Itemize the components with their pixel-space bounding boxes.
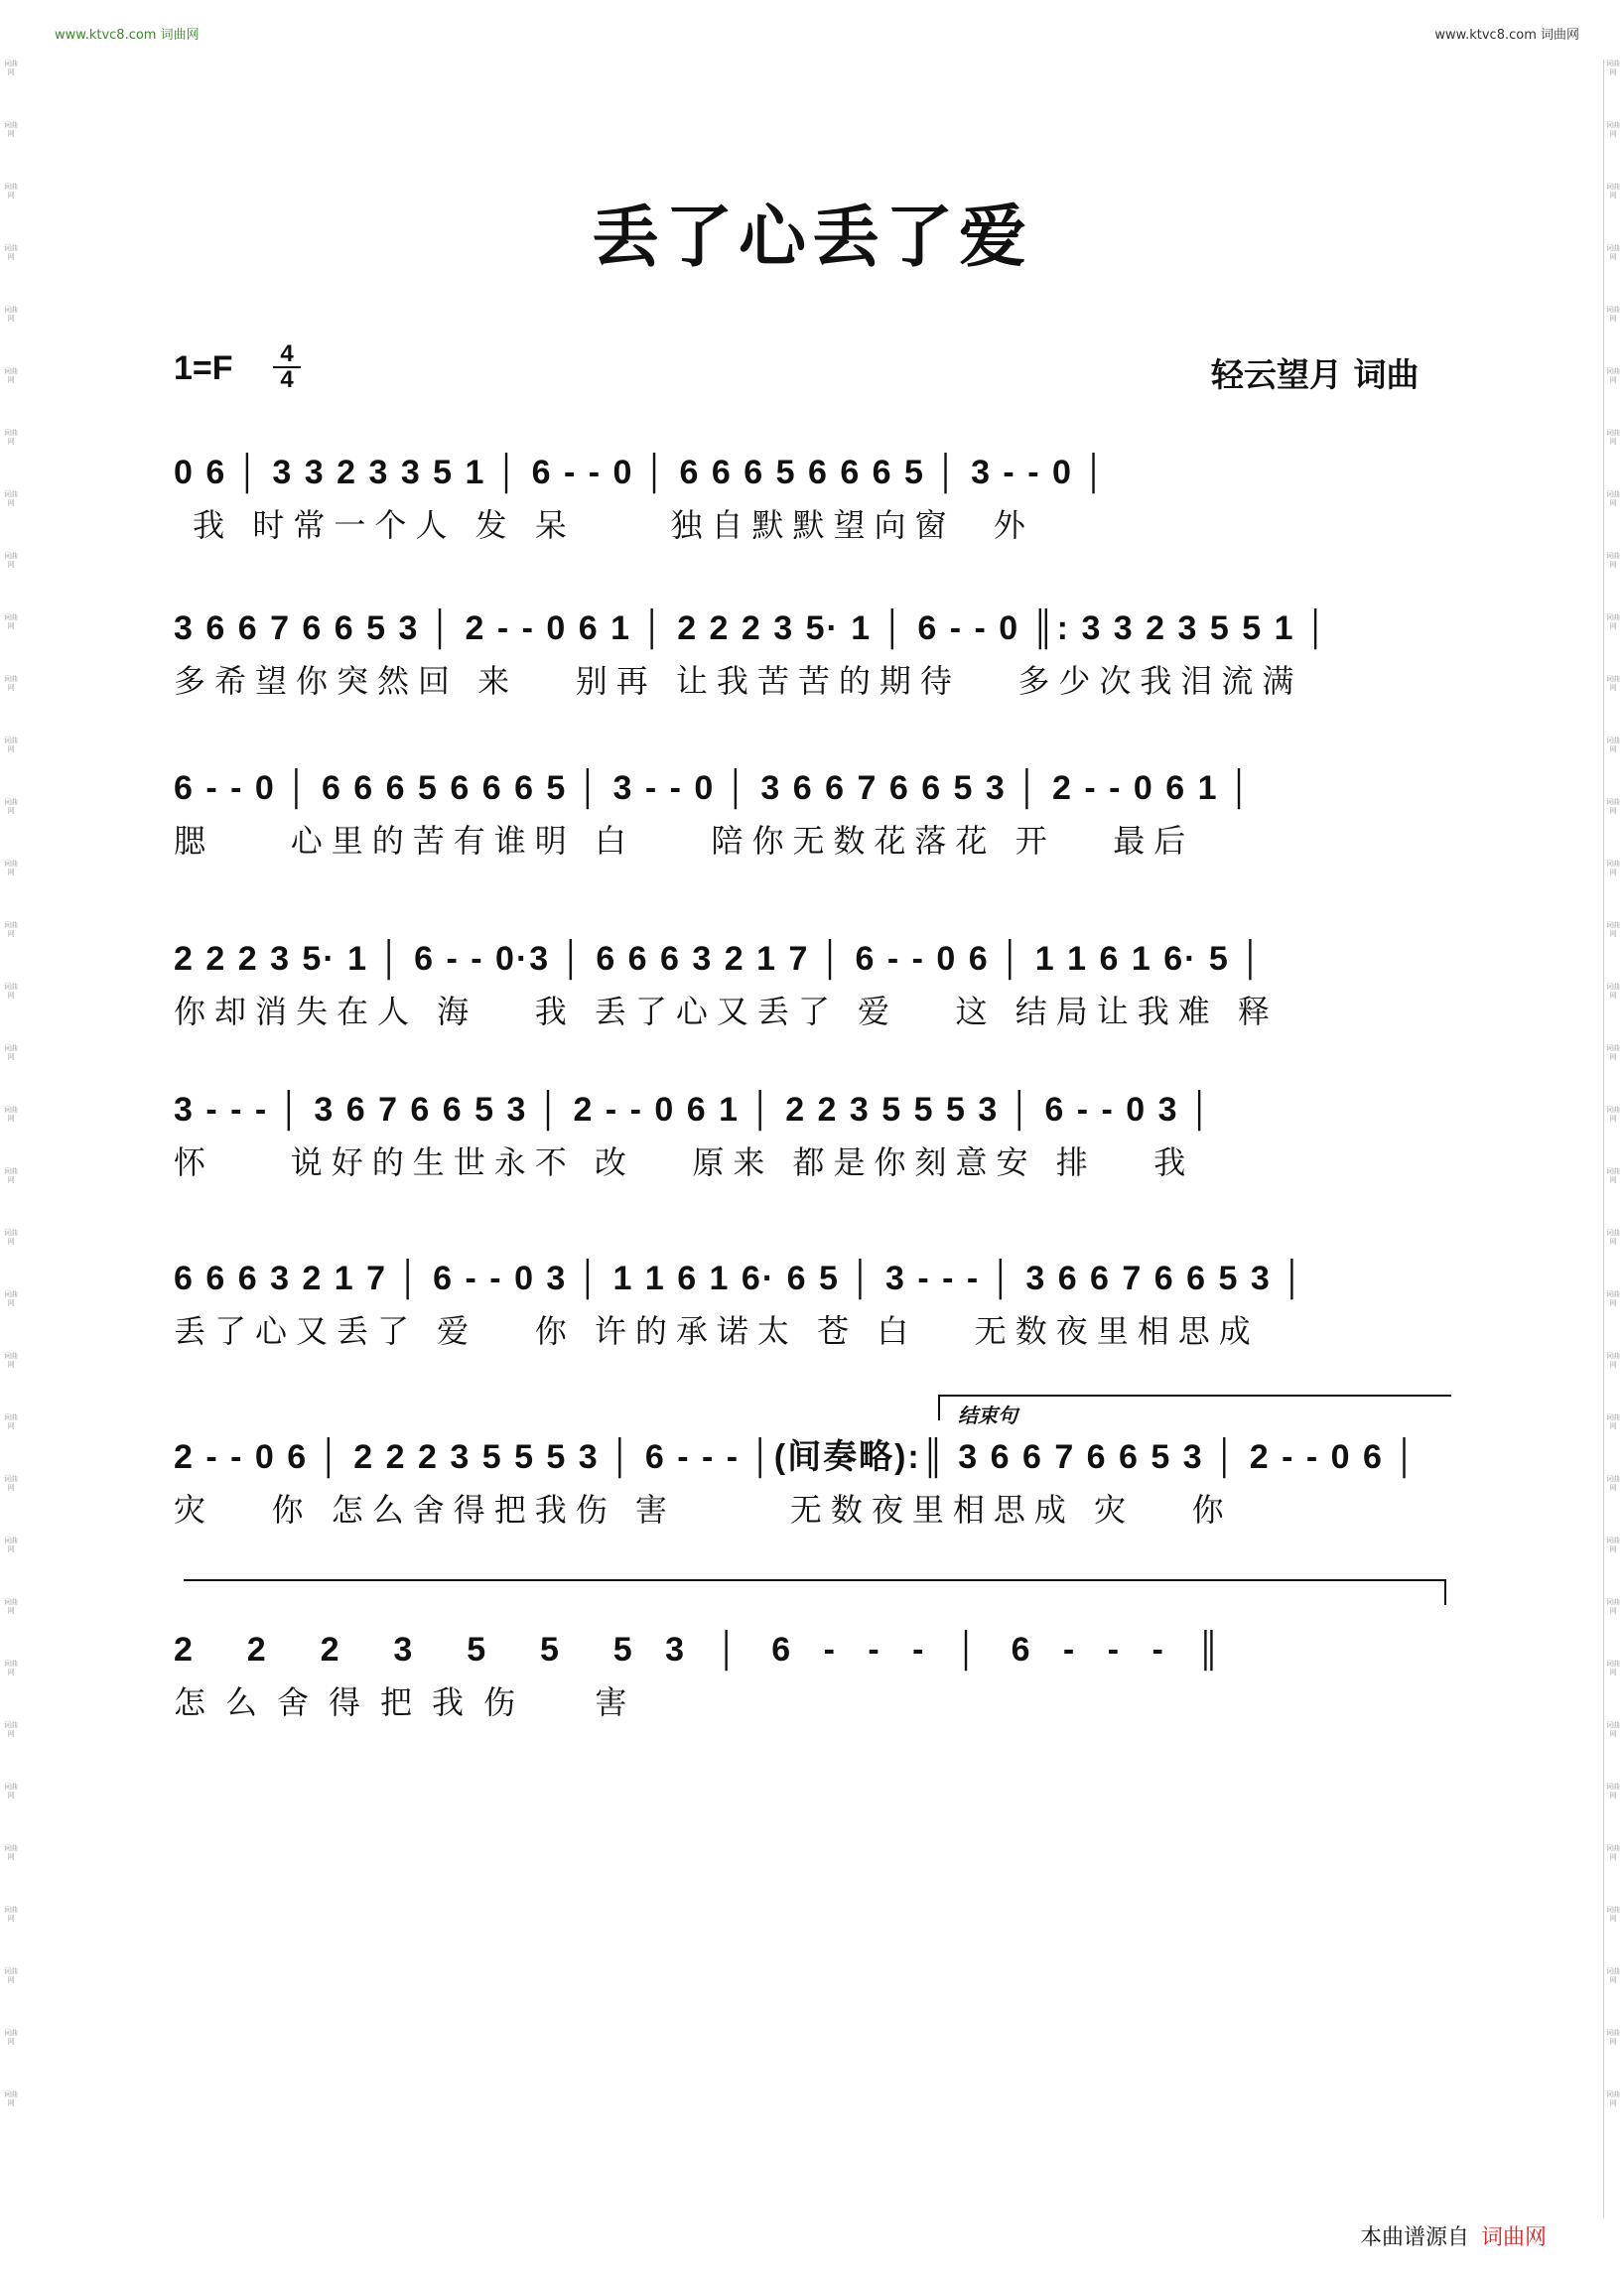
side-text: 词曲网 [4, 1660, 18, 1676]
lyrics-line: 多希望你突然回 来 别再 让我苦苦的期待 多少次我泪流满 [174, 662, 1303, 700]
side-text: 词曲网 [1606, 1475, 1620, 1492]
side-text: 词曲网 [4, 1413, 18, 1430]
side-text: 词曲网 [1606, 60, 1620, 76]
side-watermark-right [1603, 60, 1622, 2218]
side-text: 词曲网 [4, 1106, 18, 1123]
side-text: 词曲网 [1606, 1537, 1620, 1553]
notation-line: 2 2 2 3 5· 1 │ 6 - - 0·3 │ 6 6 6 3 2 1 7 │ 6 - - 0 6 │ 1 1 6 1 6· 5 │ [174, 940, 1265, 978]
side-text: 词曲网 [1606, 2029, 1620, 2046]
side-text: 词曲网 [1606, 490, 1620, 507]
side-text: 词曲网 [1606, 1598, 1620, 1615]
side-text: 词曲网 [4, 983, 18, 1000]
side-text: 词曲网 [4, 2090, 18, 2107]
side-text: 词曲网 [1606, 1967, 1620, 1984]
side-text: 词曲网 [1606, 675, 1620, 692]
side-text: 词曲网 [1606, 1844, 1620, 1861]
side-text: 词曲网 [4, 367, 18, 384]
song-title: 丢了心丢了爱 [591, 198, 1032, 277]
watermark-top-right: www.ktvc8.com 词曲网 [1434, 28, 1579, 43]
score-system-2 [174, 603, 1459, 732]
lyrics-line: 我 时常一个人 发 呆 独自默默望向窗 外 [174, 506, 1034, 544]
side-text: 词曲网 [1606, 860, 1620, 876]
side-text: 词曲网 [4, 121, 18, 138]
key-signature: 1=F [174, 349, 233, 387]
side-text: 词曲网 [4, 921, 18, 938]
lyrics-line: 怎么舍得把我伤 害 [174, 1683, 647, 1721]
side-text: 词曲网 [4, 675, 18, 692]
side-text: 词曲网 [4, 1229, 18, 1246]
time-signature-top: 4 [280, 340, 294, 367]
side-text: 词曲网 [1606, 737, 1620, 753]
score-system-6 [174, 1253, 1459, 1382]
side-text: 词曲网 [4, 860, 18, 876]
side-text: 词曲网 [1606, 921, 1620, 938]
score-system-1 [174, 447, 1459, 576]
side-text: 词曲网 [4, 1844, 18, 1861]
notation-line: 6 - - 0 │ 6 6 6 5 6 6 6 5 │ 3 - - 0 │ 3 6 6 7 6 6 5 3 │ 2 - - 0 6 1 │ [174, 769, 1254, 807]
coda-label: 结束句 [958, 1404, 1017, 1427]
side-text: 词曲网 [1606, 1352, 1620, 1369]
side-text: 词曲网 [1606, 983, 1620, 1000]
side-text: 词曲网 [4, 1352, 18, 1369]
side-text: 词曲网 [1606, 1783, 1620, 1800]
side-text: 词曲网 [4, 613, 18, 630]
side-text: 词曲网 [1606, 1106, 1620, 1123]
side-text: 词曲网 [4, 1721, 18, 1738]
side-text: 词曲网 [4, 737, 18, 753]
side-text: 词曲网 [1606, 798, 1620, 815]
score-system-8 [174, 1624, 1459, 1753]
side-text: 词曲网 [1606, 306, 1620, 323]
side-text: 词曲网 [1606, 1413, 1620, 1430]
score-system-5 [174, 1084, 1459, 1213]
side-text: 词曲网 [4, 1906, 18, 1923]
side-text: 词曲网 [4, 1044, 18, 1061]
side-text: 词曲网 [1606, 429, 1620, 446]
score-system-4 [174, 933, 1459, 1062]
footer-source [1360, 2220, 1547, 2251]
side-text: 词曲网 [4, 1475, 18, 1492]
lyrics-line: 你却消失在人 海 我 丢了心又丢了 爱 这 结局让我难 释 [174, 993, 1279, 1030]
side-text: 词曲网 [1606, 183, 1620, 200]
score-system-3 [174, 762, 1459, 891]
volta-bracket [184, 1579, 1446, 1605]
notation-line: 6 6 6 3 2 1 7 │ 6 - - 0 3 │ 1 1 6 1 6· 6 5 │ 3 - - - │ 3 6 6 7 6 6 5 3 │ [174, 1260, 1306, 1297]
notation-line: 0 6 │ 3 3 2 3 3 5 1 │ 6 - - 0 │ 6 6 6 5 6 6 6 5 │ 3 - - 0 │ [174, 454, 1108, 491]
side-text: 词曲网 [1606, 1044, 1620, 1061]
side-text: 词曲网 [4, 60, 18, 76]
side-text: 词曲网 [4, 183, 18, 200]
side-text: 词曲网 [4, 1598, 18, 1615]
notation-line: 3 6 6 7 6 6 5 3 │ 2 - - 0 6 1 │ 2 2 2 3 5· 1 │ 6 - - 0 ║: 3 3 2 3 5 5 1 │ [174, 609, 1330, 647]
side-text: 词曲网 [4, 244, 18, 261]
watermark-top-left: www.ktvc8.com 词曲网 [55, 28, 200, 43]
credit: 轻云望月 词曲 [1211, 355, 1420, 394]
side-text: 词曲网 [1606, 2090, 1620, 2107]
side-watermark-left [2, 60, 20, 2218]
lyrics-line: 腮 心里的苦有谁明 白 陪你无数花落花 开 最后 [174, 822, 1195, 860]
notation-line: 3 - - - │ 3 6 7 6 6 5 3 │ 2 - - 0 6 1 │ 2 2 3 5 5 5 3 │ 6 - - 0 3 │ [174, 1091, 1214, 1129]
side-text: 词曲网 [1606, 1721, 1620, 1738]
side-text: 词曲网 [1606, 1229, 1620, 1246]
lyrics-line: 灾 你 怎么舍得把我伤 害 无数夜里相思成 灾 你 [174, 1491, 1233, 1529]
side-text: 词曲网 [1606, 1906, 1620, 1923]
notation-line: 2 - - 0 6 │ 2 2 2 3 5 5 5 3 │ 6 - - - │(间奏略):║ 3 6 6 7 6 6 5 3 │ 2 - - 0 6 │ [174, 1438, 1419, 1476]
side-text: 词曲网 [4, 1290, 18, 1307]
side-text: 词曲网 [4, 1967, 18, 1984]
side-text: 词曲网 [1606, 1290, 1620, 1307]
side-text: 词曲网 [4, 429, 18, 446]
side-text: 词曲网 [1606, 244, 1620, 261]
side-text: 词曲网 [1606, 613, 1620, 630]
side-text: 词曲网 [4, 552, 18, 569]
footer-source-text: 本曲谱源自 [1360, 2225, 1470, 2250]
side-text: 词曲网 [1606, 121, 1620, 138]
side-text: 词曲网 [1606, 552, 1620, 569]
side-text: 词曲网 [4, 1167, 18, 1184]
side-text: 词曲网 [4, 798, 18, 815]
side-text: 词曲网 [4, 306, 18, 323]
lyrics-line: 怀 说好的生世永不 改 原来 都是你刻意安 排 我 [174, 1143, 1195, 1181]
side-text: 词曲网 [1606, 1660, 1620, 1676]
score-system-7 [174, 1431, 1459, 1560]
lyrics-line: 丢了心又丢了 爱 你 许的承诺太 苍 白 无数夜里相思成 [174, 1312, 1260, 1350]
time-signature [273, 340, 301, 393]
side-text: 词曲网 [4, 1537, 18, 1553]
side-text: 词曲网 [4, 1783, 18, 1800]
time-signature-bottom: 4 [280, 366, 294, 393]
side-text: 词曲网 [1606, 367, 1620, 384]
side-text: 词曲网 [4, 2029, 18, 2046]
notation-line: 2 2 2 3 5 5 5 3 │ 6 - - - │ 6 - - - ║ [174, 1631, 1233, 1669]
side-text: 词曲网 [1606, 1167, 1620, 1184]
side-text: 词曲网 [4, 490, 18, 507]
footer-brand-link[interactable]: 词曲网 [1481, 2225, 1548, 2250]
